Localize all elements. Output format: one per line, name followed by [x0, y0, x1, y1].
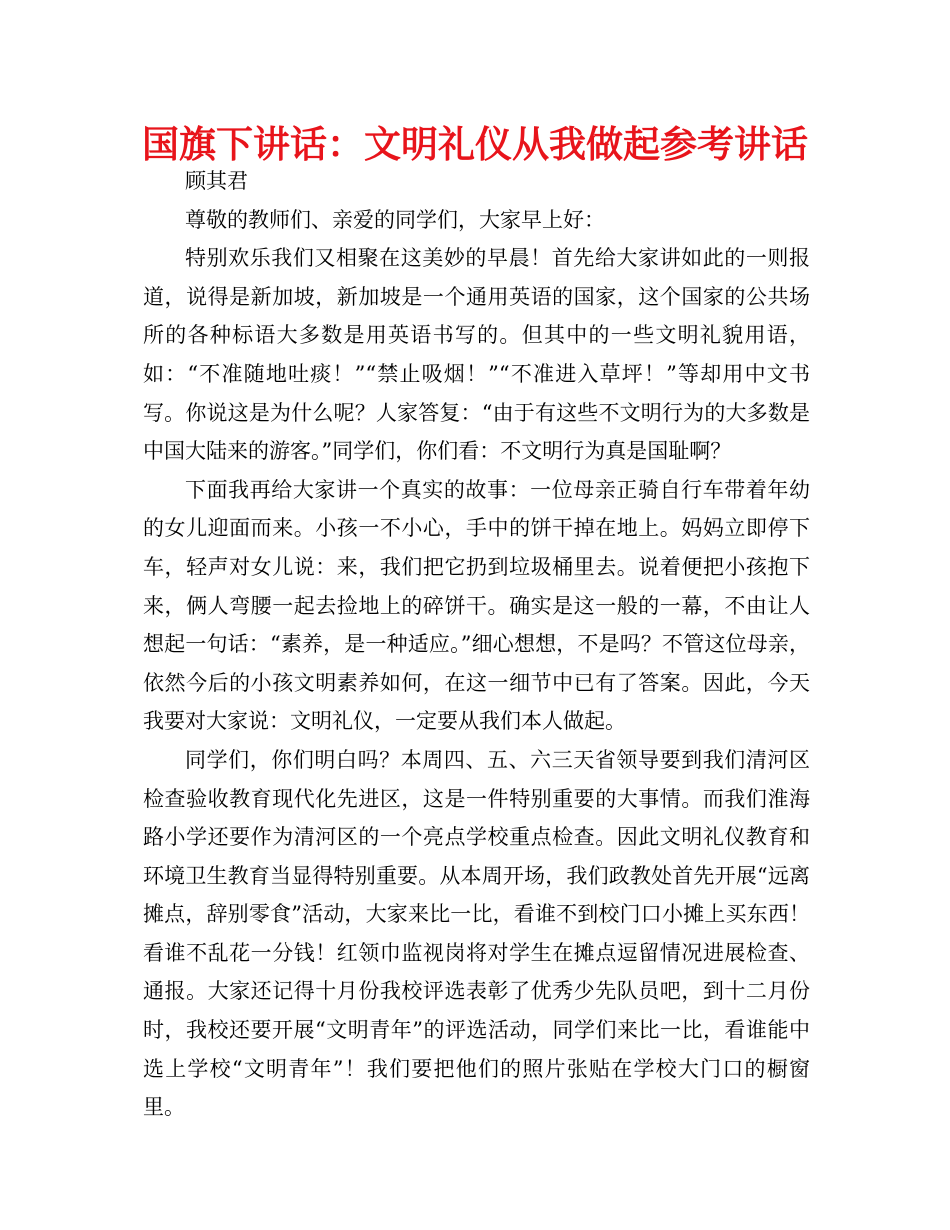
author-name: 顾其君: [185, 169, 248, 193]
greeting-paragraph: 尊敬的教师们、亲爱的同学们，大家早上好：: [185, 207, 605, 232]
document-body: [143, 162, 810, 1127]
document-title: 国旗下讲话：文明礼仪从我做起参考讲话: [142, 123, 808, 166]
body-paragraph: 特别欢乐我们又相聚在这美妙的早晨！首先给大家讲如此的一则报道，说得是新加坡，新加坡是一个通用英语的国家，这个国家的公共场所的各种标语大多数是用英语书写的。但其中的一些文明礼貌用语，如：“不准随地吐痰！”“禁止吸烟！”“不准进入草坪！”等却用中文书写。你说这是为什么呢？人家答复：“由于有这些不文明行为的大多数是中国大陆来的游客。”同学们，你们看：不文明行为真是国耻啊？: [143, 246, 810, 464]
body-paragraph: 下面我再给大家讲一个真实的故事：一位母亲正骑自行车带着年幼的女儿迎面而来。小孩一不小心，手中的饼干掉在地上。妈妈立即停下车，轻声对女儿说：来，我们把它扔到垃圾桶里去。说着便把小孩抱下来，俩人弯腰一起去捡地上的碎饼干。确实是这一般的一幕，不由让人想起一句话：“素养，是一种适应。”细心想想，不是吗？不管这位母亲，依然今后的小孩文明素养如何，在这一细节中已有了答案。因此，今天我要对大家说：文明礼仪，一定要从我们本人做起。: [143, 477, 810, 734]
body-paragraph: 同学们，你们明白吗？本周四、五、六三天省领导要到我们清河区检查验收教育现代化先进区，这是一件特别重要的大事情。而我们淮海路小学还要作为清河区的一个亮点学校重点检查。因此文明礼仪教育和环境卫生教育当显得特别重要。从本周开场，我们政教处首先开展“远离摊点，辞别零食”活动，大家来比一比，看谁不到校门口小摊上买东西！看谁不乱花一分钱！红领巾监视岗将对学生在摊点逗留情况进展检查、通报。大家还记得十月份我校评选表彰了优秀少先队员吧，到十二月份时，我校还要开展“文明青年”的评选活动，同学们来比一比，看谁能中选上学校“文明青年”！我们要把他们的照片张贴在学校大门口的橱窗里。: [143, 747, 810, 1120]
